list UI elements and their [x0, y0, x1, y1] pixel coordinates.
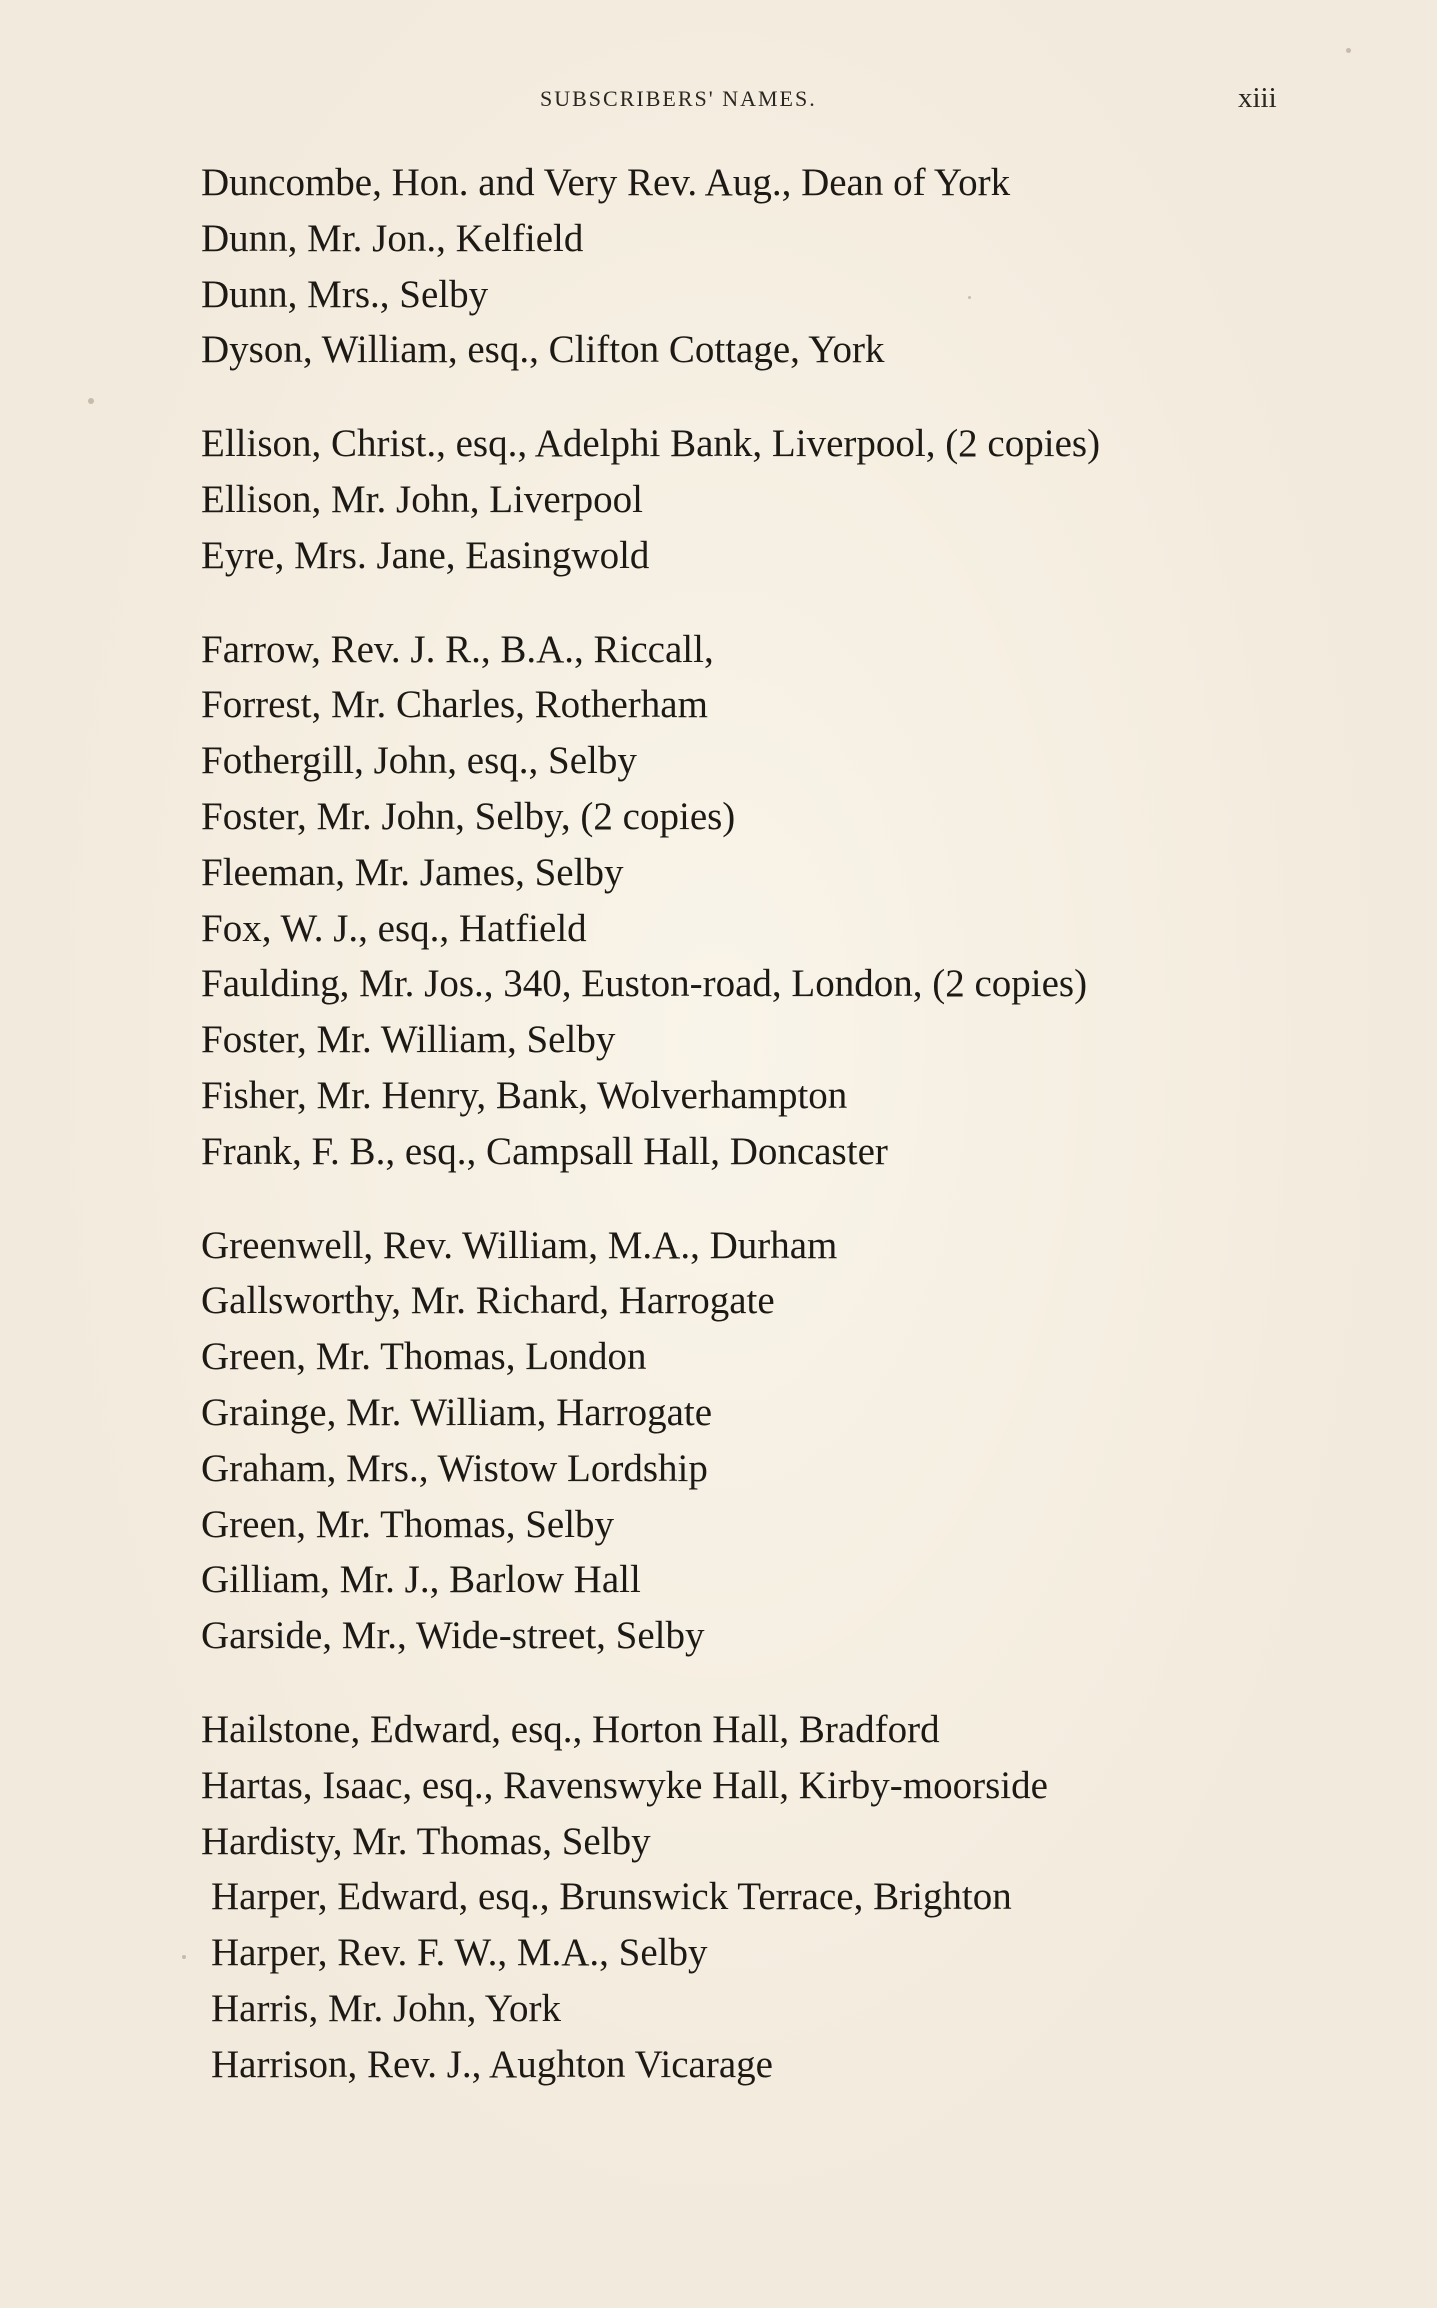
list-item: Forrest, Mr. Charles, Rotherham: [201, 683, 708, 727]
list-item: Foster, Mr. John, Selby, (2 copies): [201, 794, 736, 838]
list-item: Hardisty, Mr. Thomas, Selby: [201, 1819, 651, 1863]
section-g: [201, 1218, 1321, 1664]
list-item: Hailstone, Edward, esq., Horton Hall, Bradford: [201, 1707, 940, 1751]
list-item: Dyson, William, esq., Clifton Cottage, York: [201, 328, 885, 372]
paper-speck: [968, 296, 971, 299]
list-item: Garside, Mr., Wide-street, Selby: [201, 1614, 705, 1658]
list-item: Green, Mr. Thomas, London: [201, 1335, 647, 1379]
list-item: Dunn, Mr. Jon., Kelfield: [201, 216, 584, 260]
list-item: Fisher, Mr. Henry, Bank, Wolverhampton: [201, 1073, 848, 1117]
list-item: Harrison, Rev. J., Aughton Vicarage: [211, 2042, 773, 2086]
list-item: Harris, Mr. John, York: [211, 1986, 561, 2030]
paper-speck: [88, 398, 94, 404]
list-item: Duncombe, Hon. and Very Rev. Aug., Dean of York: [201, 161, 1011, 204]
list-item: Hartas, Isaac, esq., Ravenswyke Hall, Kirby-moorside: [201, 1763, 1048, 1807]
section-d: [201, 155, 1321, 378]
list-item: Graham, Mrs., Wistow Lordship: [201, 1446, 708, 1490]
list-item: Gallsworthy, Mr. Richard, Harrogate: [201, 1279, 775, 1323]
list-item: Greenwell, Rev. William, M.A., Durham: [201, 1223, 838, 1267]
list-item: Fothergill, John, esq., Selby: [201, 739, 637, 783]
list-item: Gilliam, Mr. J., Barlow Hall: [201, 1558, 641, 1602]
list-item: Farrow, Rev. J. R., B.A., Riccall,: [201, 627, 714, 671]
subscriber-list: [201, 155, 1321, 2131]
paper-speck: [1346, 48, 1351, 53]
list-item: Grainge, Mr. William, Harrogate: [201, 1390, 713, 1434]
list-item: Foster, Mr. William, Selby: [201, 1018, 616, 1062]
list-item: Fleeman, Mr. James, Selby: [201, 850, 624, 894]
list-item: Fox, W. J., esq., Hatfield: [201, 906, 587, 950]
list-item: Ellison, Christ., esq., Adelphi Bank, Liverpool, (2 copies): [201, 422, 1101, 466]
page-header: [0, 82, 1437, 122]
list-item: Ellison, Mr. John, Liverpool: [201, 477, 643, 521]
list-item: Faulding, Mr. Jos., 340, Euston-road, London, (2 copies): [201, 962, 1088, 1006]
list-item: Eyre, Mrs. Jane, Easingwold: [201, 533, 650, 577]
page-number: xiii: [1238, 82, 1277, 114]
running-head: SUBSCRIBERS' NAMES.: [540, 86, 817, 111]
list-item: Frank, F. B., esq., Campsall Hall, Doncaster: [201, 1129, 888, 1173]
section-f: [201, 622, 1321, 1180]
list-item: Dunn, Mrs., Selby: [201, 272, 489, 316]
paper-speck: [182, 1955, 186, 1959]
list-item: Harper, Rev. F. W., M.A., Selby: [211, 1931, 708, 1975]
section-h: [201, 1702, 1321, 2093]
section-e: [201, 416, 1321, 583]
list-item: Green, Mr. Thomas, Selby: [201, 1502, 615, 1546]
list-item: Harper, Edward, esq., Brunswick Terrace, Brighton: [211, 1875, 1012, 1919]
